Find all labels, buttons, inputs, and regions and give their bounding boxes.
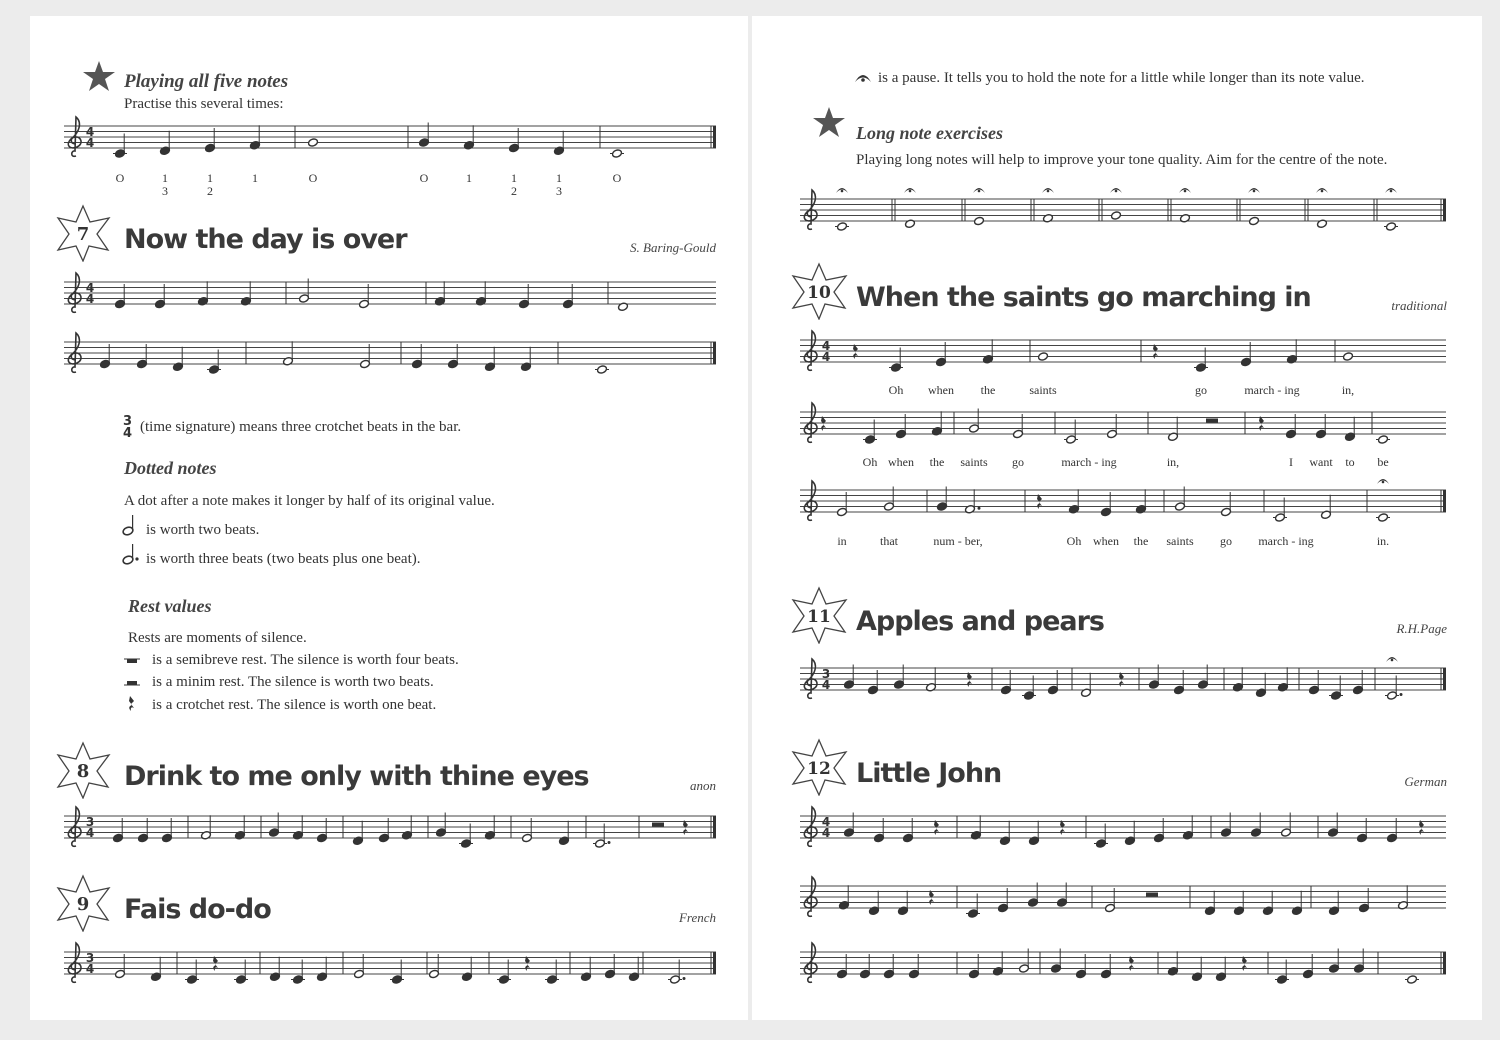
star-number-badge	[54, 204, 112, 267]
note-head	[1407, 975, 1418, 984]
time-signature-icon: 3 4	[123, 414, 133, 441]
svg-text:9: 9	[76, 894, 90, 915]
note-head	[1378, 513, 1389, 522]
note-head	[1317, 219, 1328, 228]
lyric: go	[1220, 534, 1232, 548]
star-number-badge	[54, 741, 112, 804]
lyric: when	[1093, 534, 1119, 548]
fermata-dot	[1253, 190, 1256, 193]
star-icon	[812, 106, 846, 145]
time-signature-bottom: 4	[821, 826, 831, 840]
lyric: saints	[960, 455, 988, 469]
note-dot	[1400, 693, 1403, 696]
song-composer: German	[1404, 774, 1447, 789]
left-page	[30, 16, 748, 1020]
lyric: march - ing	[1258, 534, 1314, 548]
fingering-9: O	[612, 171, 622, 185]
minim-note-icon	[122, 513, 140, 542]
section-heading: Long note exercises	[856, 123, 1003, 143]
time-signature-top: 3	[85, 951, 95, 965]
fingering-6: 1	[466, 171, 472, 185]
fermata-dot	[978, 190, 981, 193]
note-head	[612, 149, 623, 158]
note-head	[1043, 214, 1054, 223]
svg-text:12: 12	[807, 759, 831, 779]
semibreve-rest-text: is a semibreve rest. The silence is worth four beats.	[152, 652, 459, 668]
time-signature-bottom: 4	[85, 292, 95, 306]
lyric: Oh	[1066, 534, 1082, 548]
time-signature-bottom: 4	[85, 136, 95, 150]
minim-rest-text: is a minim rest. The silence is worth two beats.	[152, 674, 434, 690]
minim-rest-icon	[124, 676, 140, 694]
lyric: saints	[1029, 383, 1057, 397]
instruction-text: Practise this several times:	[124, 96, 284, 112]
svg-text:10: 10	[807, 283, 831, 303]
fingering-1: 1 3	[162, 171, 168, 198]
note-head	[597, 365, 608, 374]
fermata-dot	[909, 190, 912, 193]
right-page	[752, 16, 1482, 1020]
lyric: that	[880, 534, 898, 548]
lyric: num - ber,	[933, 534, 983, 548]
song-title: Little John	[856, 758, 1002, 789]
lyric: be	[1377, 455, 1389, 469]
song-title: When the saints go marching in	[856, 282, 1311, 313]
star-number-badge	[788, 262, 850, 325]
fermata-dot	[1321, 190, 1324, 193]
song-title: Drink to me only with thine eyes	[124, 761, 589, 792]
fingering-4: O	[308, 171, 318, 185]
note-head	[1180, 214, 1191, 223]
fingering-5: O	[419, 171, 429, 185]
time-signature-top: 4	[821, 815, 831, 829]
star-number-badge	[788, 586, 850, 649]
star-number-badge	[54, 874, 112, 937]
lyric: go	[1012, 455, 1024, 469]
note-head	[905, 219, 916, 228]
lyric: go	[1195, 383, 1207, 397]
crotchet-rest-icon	[127, 695, 137, 718]
fingering-0: O	[115, 171, 125, 185]
song-title: Fais do-do	[124, 894, 271, 925]
long-notes-text: Playing long notes will help to improve your tone quality. Aim for the centre of the note.	[856, 152, 1388, 168]
minim-rest	[1146, 893, 1158, 897]
time-signature-top: 3	[821, 667, 831, 681]
lyric: march - ing	[1244, 383, 1300, 397]
lyric: I	[1289, 455, 1293, 469]
song-composer: French	[678, 910, 716, 925]
rests-intro-text: Rests are moments of silence.	[128, 630, 307, 646]
lyric: the	[980, 383, 996, 397]
time-signature-bottom: 4	[821, 350, 831, 364]
fermata-dot	[1390, 190, 1393, 193]
lyric: when	[928, 383, 954, 397]
note-head	[974, 216, 985, 225]
fermata-dot	[1382, 481, 1385, 484]
lyric: march - ing	[1061, 455, 1117, 469]
semibreve-rest-icon	[124, 654, 140, 672]
fermata-dot	[1115, 190, 1118, 193]
time-signature-top: 4	[821, 339, 831, 353]
note-head	[308, 138, 319, 147]
star-icon	[82, 60, 116, 99]
song-composer: R.H.Page	[1396, 621, 1447, 636]
lyric: want	[1309, 455, 1333, 469]
fingering-2: 1 2	[207, 171, 213, 198]
lyric: in.	[1376, 534, 1390, 548]
song-title: Apples and pears	[856, 606, 1105, 637]
time-signature-top: 4	[85, 281, 95, 295]
lyric: saints	[1166, 534, 1194, 548]
time-signature-text: (time signature) means three crotchet beats in the bar.	[140, 419, 462, 435]
fingering-3: 1	[252, 171, 258, 185]
lyric: when	[888, 455, 914, 469]
minim-text: is worth two beats.	[146, 522, 260, 538]
note-head	[1249, 216, 1260, 225]
song-title: Now the day is over	[124, 224, 407, 255]
svg-text:7: 7	[76, 224, 90, 245]
lyric: in	[837, 534, 847, 548]
lyric: Oh	[862, 455, 878, 469]
fingering-7: 1 2	[511, 171, 517, 198]
note-head	[1378, 435, 1389, 444]
crotchet-rest-text: is a crotchet rest. The silence is worth one beat.	[152, 697, 437, 713]
svg-text:8: 8	[76, 761, 90, 782]
lyric: in,	[1341, 383, 1355, 397]
song-composer: S. Baring-Gould	[630, 240, 716, 255]
note-head	[837, 222, 848, 231]
pause-text: is a pause. It tells you to hold the note for a little while longer than its note value.	[878, 70, 1365, 86]
fermata-dot	[1391, 659, 1394, 662]
lyric: Oh	[888, 383, 904, 397]
minim-rest	[652, 823, 664, 827]
svg-text:11: 11	[807, 607, 831, 627]
section-heading: Rest values	[128, 596, 212, 616]
time-signature-bottom: 4	[85, 962, 95, 976]
fingering-8: 1 3	[556, 171, 562, 198]
lyric: to	[1345, 455, 1355, 469]
time-signature-top: 3	[85, 815, 95, 829]
time-signature-bottom: 4	[821, 678, 831, 692]
note-dot	[683, 977, 686, 980]
time-signature-top: 4	[85, 125, 95, 139]
section-heading: Dotted notes	[124, 458, 217, 478]
time-signature-bottom: 4	[85, 826, 95, 840]
note-head	[1386, 222, 1397, 231]
note-head	[1111, 211, 1122, 220]
dotted-minim-note-icon	[122, 542, 142, 571]
star-number-badge	[788, 738, 850, 801]
fermata-dot	[841, 190, 844, 193]
lyric: the	[929, 455, 945, 469]
note-dot	[608, 841, 611, 844]
song-composer: anon	[690, 778, 716, 793]
song-composer: traditional	[1391, 298, 1447, 313]
section-heading: Playing all five notes	[124, 71, 289, 92]
note-head	[618, 302, 629, 311]
dotted-minim-text: is worth three beats (two beats plus one beat).	[146, 551, 421, 567]
note-dot	[978, 507, 981, 510]
fermata-dot	[1047, 190, 1050, 193]
note-head	[1343, 352, 1354, 361]
note-head	[1038, 352, 1049, 361]
lyric: the	[1133, 534, 1149, 548]
dotted-intro-text: A dot after a note makes it longer by half of its original value.	[124, 493, 495, 509]
minim-rest	[1206, 419, 1218, 423]
fermata-dot	[1184, 190, 1187, 193]
lyric: in,	[1166, 455, 1180, 469]
